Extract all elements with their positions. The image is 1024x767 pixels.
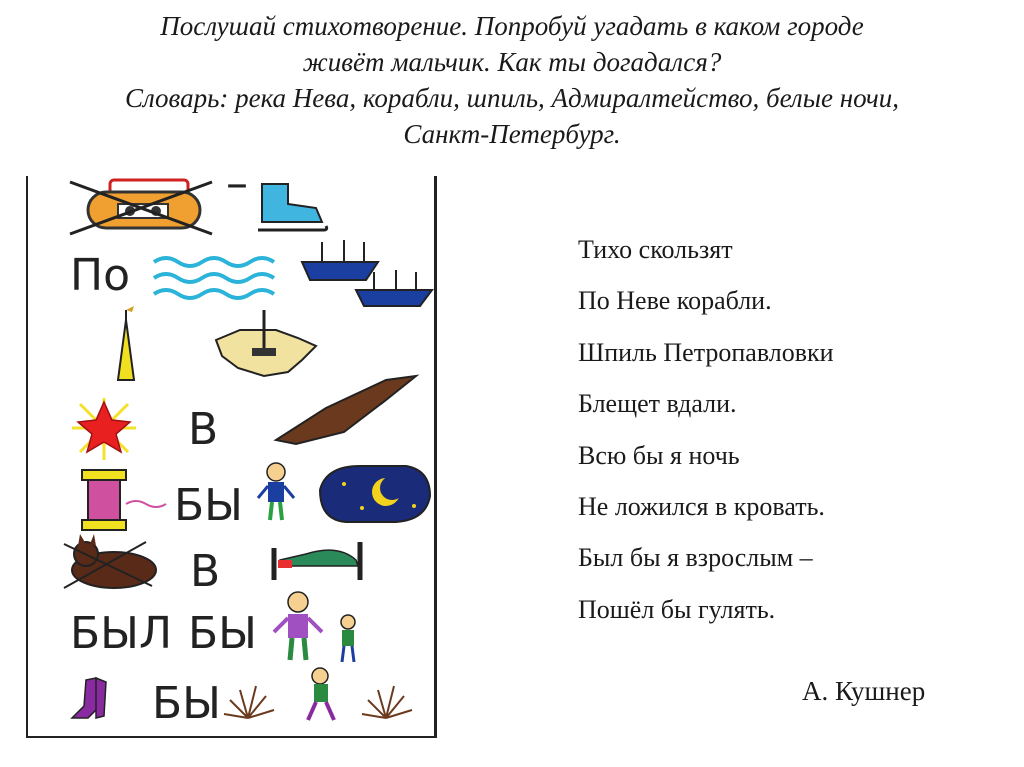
boy-icon — [274, 592, 322, 660]
small-boy-icon — [341, 615, 355, 662]
rebus-by: БЫ — [188, 608, 258, 659]
header-line-1: Послушай стихотворение. Попробуй угадать в каком городе — [160, 11, 864, 41]
night-sky-icon — [320, 466, 430, 522]
cat-icon — [64, 534, 156, 588]
poem-author: А. Кушнер — [802, 676, 926, 706]
ship-icon — [302, 240, 378, 280]
spire-icon — [118, 306, 134, 380]
skate-icon — [258, 184, 327, 230]
poem-line: Всю бы я ночь — [578, 440, 740, 470]
bed-icon — [274, 542, 360, 580]
task-header — [0, 8, 1024, 152]
rebus-v: В — [188, 404, 219, 455]
rebus-po: По — [70, 250, 131, 301]
poem — [578, 228, 834, 639]
rebus-drawing — [26, 170, 440, 740]
poem-line: Тихо скользят — [578, 235, 733, 264]
tape-recorder-icon — [70, 180, 212, 234]
poem-line: Шпиль Петропавловки — [578, 337, 834, 367]
star-icon — [72, 398, 136, 460]
rebus-by: БЫ — [152, 678, 222, 729]
header-line-2: живёт мальчик. Как ты догадался? — [302, 47, 722, 77]
poem-line: По Неве корабли. — [578, 286, 772, 316]
rebus-dash: – — [226, 170, 248, 209]
rebus-picture — [26, 170, 440, 740]
picture-border-right — [434, 176, 437, 738]
header-line-4: Санкт-Петербург. — [403, 119, 621, 149]
picture-border-bottom — [26, 736, 436, 738]
bush-icon — [362, 686, 412, 718]
header-line-3: Словарь: река Нева, корабли, шпиль, Адмиралтейство, белые ночи, — [124, 83, 900, 113]
poem-line: Пошёл бы гулять. — [578, 594, 776, 624]
boy-icon — [258, 463, 294, 520]
hill-icon — [276, 376, 416, 444]
rebus-byl: БЫЛ — [70, 608, 173, 659]
rebus-v: В — [190, 546, 221, 597]
water-icon — [154, 258, 274, 298]
fortress-icon — [216, 310, 316, 376]
poem-line: Блещет вдали. — [578, 389, 737, 419]
poem-line: Не ложился в кровать. — [578, 491, 825, 521]
legs-icon — [72, 678, 106, 718]
spool-icon — [82, 470, 166, 530]
picture-border-left — [26, 176, 28, 738]
bush-icon — [224, 686, 274, 718]
poem-line: Был бы я взрослым – — [578, 543, 813, 573]
rebus-by: БЫ — [174, 480, 244, 531]
walking-boy-icon — [308, 668, 334, 720]
